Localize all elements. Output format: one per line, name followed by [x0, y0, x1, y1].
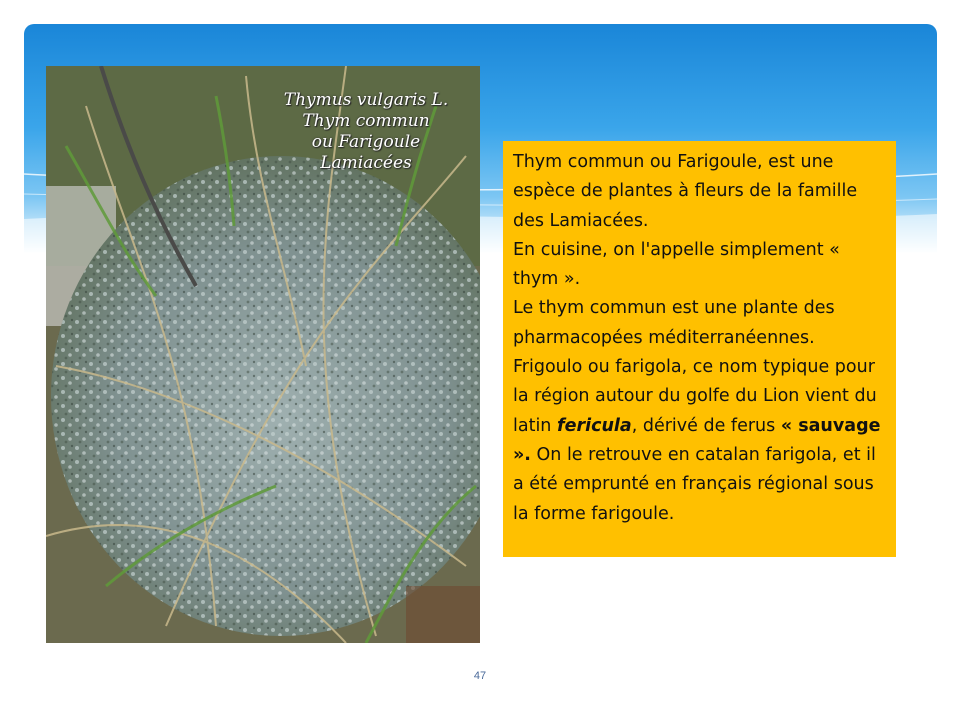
- paragraph-cuisine: En cuisine, on l'appelle simplement « thym ».: [513, 239, 840, 290]
- caption-line: ou Farigoule: [311, 132, 421, 152]
- caption-line: Lamiacées: [320, 153, 412, 173]
- etymology-text: , dérivé de ferus: [631, 415, 781, 436]
- caption-line: Thymus vulgaris L.: [283, 90, 449, 110]
- thyme-photo: [46, 66, 480, 643]
- paragraph-pharmacopoeia: Le thym commun est une plante des pharmacopées méditerranéennes.: [513, 298, 835, 348]
- latin-word: fericula: [556, 415, 632, 436]
- etymology-text: On le retrouve en catalan farigola, et il a été emprunté en français régional sous la forme farigoule.: [513, 444, 876, 524]
- etymology-text: Frigoulo ou farigola, ce nom typique pour la région autour du golfe du Lion vient du latin: [513, 357, 877, 436]
- paragraph-definition: Thym commun ou Farigoule, est une espèce de plantes à fleurs de la famille des Lamiacées.: [513, 152, 858, 231]
- caption-line: Thym commun: [302, 111, 430, 131]
- description-text-box: [503, 141, 896, 557]
- meaning-word: « sauvage ».: [513, 415, 881, 465]
- slide-number: 47: [473, 670, 487, 682]
- photo-caption: [266, 90, 466, 174]
- paragraph-etymology: [513, 353, 886, 529]
